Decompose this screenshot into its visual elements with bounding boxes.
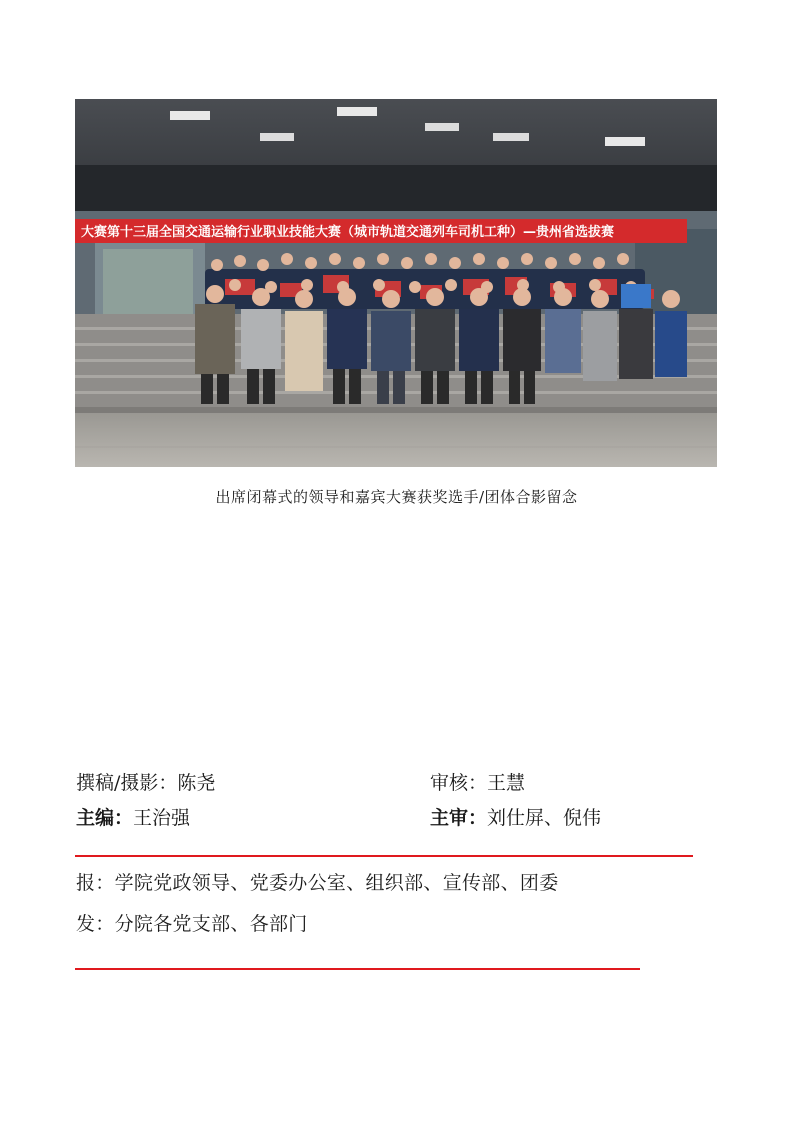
editor-value: 王治强 xyxy=(133,807,191,829)
reviewer-credit xyxy=(430,768,525,795)
chief-reviewer-label: 主审： xyxy=(430,807,488,829)
banner-text: 大赛第十三届全国交通运输行业职业技能大赛（城市轨道交通列车司机工种）—贵州省选拔赛 xyxy=(81,225,615,240)
writer-value: 陈尧 xyxy=(177,772,216,794)
photo-caption: 出席闭幕式的领导和嘉宾大赛获奖选手/团体合影留念 xyxy=(215,488,578,506)
chief-reviewer-value: 刘仕屏、倪伟 xyxy=(487,807,602,829)
report-to-line: 报：学院党政领导、党委办公室、组织部、宣传部、团委 xyxy=(76,872,559,894)
writer-label: 撰稿/摄影： xyxy=(76,772,178,794)
divider-top xyxy=(75,855,693,857)
send-to-line: 发：分院各党支部、各部门 xyxy=(76,913,308,935)
divider-bottom xyxy=(75,968,640,970)
writer-credit xyxy=(76,768,215,795)
chief-reviewer-credit xyxy=(430,803,601,830)
editor-label: 主编： xyxy=(76,807,134,829)
editor-credit xyxy=(76,803,190,830)
reviewer-label: 审核： xyxy=(430,772,488,794)
reviewer-value: 王慧 xyxy=(487,772,526,794)
group-photo xyxy=(75,99,717,467)
